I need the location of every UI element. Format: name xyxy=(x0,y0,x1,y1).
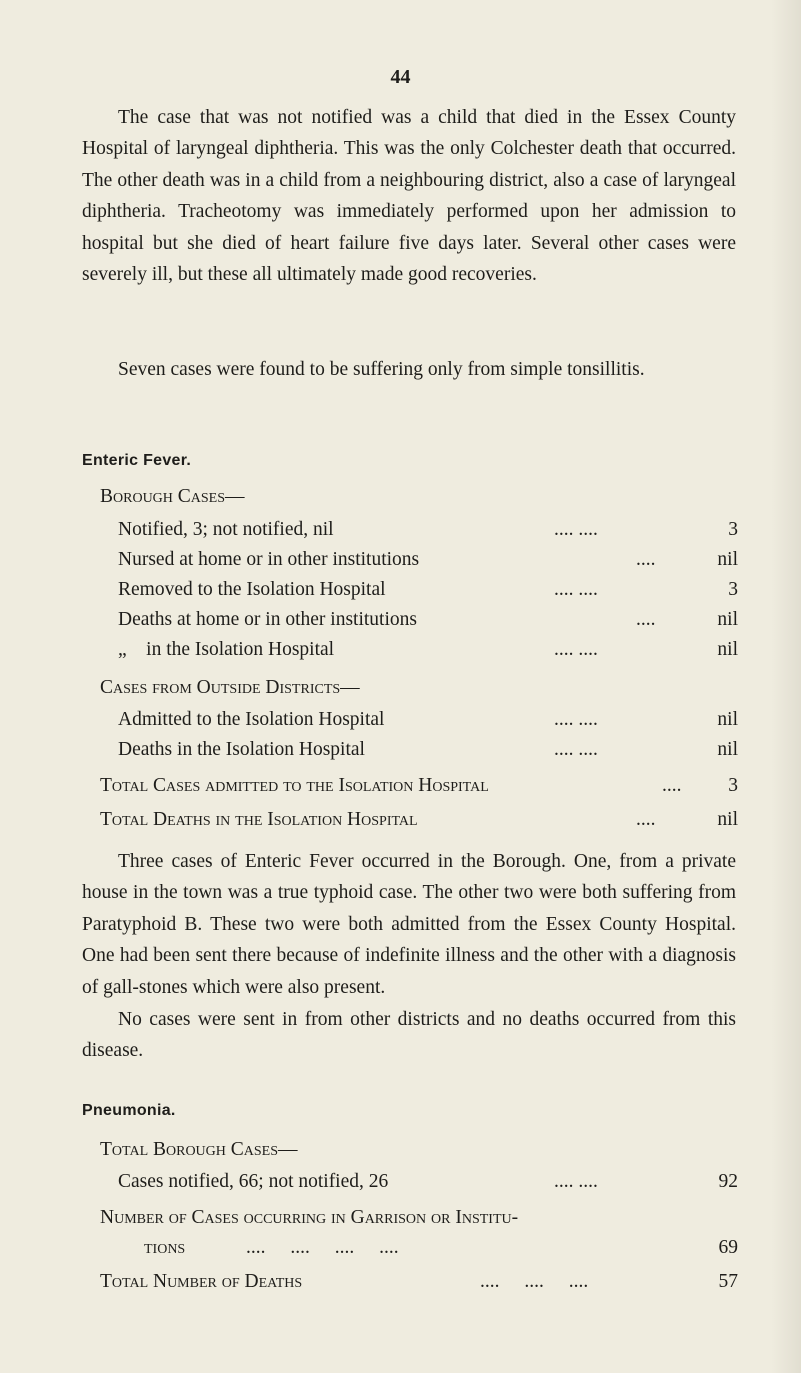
table-row: Deaths at home or in other institutions .... nil xyxy=(118,609,738,630)
page-edge-shadow xyxy=(771,0,801,1373)
paragraph-enteric-cases: Three cases of Enteric Fever occurred in the Borough. One, from a private house in the town was a true typhoid case. The other two were both suffering from Paratyphoid B. These two were both admitted from the Essex County Hospital. One had been sent there because of indefinite illness and the other with a diagnosis of gall-stones which were also present. xyxy=(82,851,736,998)
total-deaths-row: Total Deaths in the Isolation Hospital .... nil xyxy=(100,809,738,830)
paragraph-no-outside-cases: No cases were sent in from other districts and no deaths occurred from this disease. xyxy=(82,1009,736,1062)
table-row: Removed to the Isolation Hospital .... .... 3 xyxy=(118,579,738,600)
table-row: Nursed at home or in other institutions .... nil xyxy=(118,549,738,570)
table-row: Admitted to the Isolation Hospital .... .... nil xyxy=(118,709,738,730)
table-row: Cases notified, 66; not notified, 26 .... .... 92 xyxy=(118,1171,738,1192)
page-number: 44 xyxy=(390,66,411,88)
outside-districts-heading: Cases from Outside Districts— xyxy=(100,677,360,698)
total-deaths-pneumonia-row: Total Number of Deaths .... .... .... 57 xyxy=(100,1271,738,1292)
enteric-fever-heading: Enteric Fever. xyxy=(82,452,192,469)
paragraph-tonsillitis: Seven cases were found to be suffering only from simple tonsillitis. xyxy=(118,359,645,380)
table-row: Notified, 3; not notified, nil .... .... 3 xyxy=(118,519,738,540)
borough-cases-heading: Borough Cases— xyxy=(100,486,245,507)
table-row: „ in the Isolation Hospital .... .... nil xyxy=(118,639,738,660)
total-borough-cases-heading: Total Borough Cases— xyxy=(100,1139,298,1160)
pneumonia-heading: Pneumonia. xyxy=(82,1102,176,1119)
garrison-cases-row: tions .... .... .... .... 69 xyxy=(144,1237,738,1258)
garrison-cases-label: Number of Cases occurring in Garrison or Institu- xyxy=(100,1207,519,1228)
total-cases-row: Total Cases admitted to the Isolation Hospital .... 3 xyxy=(100,775,738,796)
table-row: Deaths in the Isolation Hospital .... .... nil xyxy=(118,739,738,760)
paragraph-diphtheria-deaths: The case that was not notified was a child that died in the Essex County Hospital of laryngeal diphtheria. This was the only Colchester death that occurred. The other death was in a child from a neighbouring district, also a case of laryngeal diphtheria. Tracheotomy was immediately performed upon her admission to hospital but she died of heart failure five days later. Several other cases were severely ill, but these all ultimately made good recoveries. xyxy=(82,107,736,286)
